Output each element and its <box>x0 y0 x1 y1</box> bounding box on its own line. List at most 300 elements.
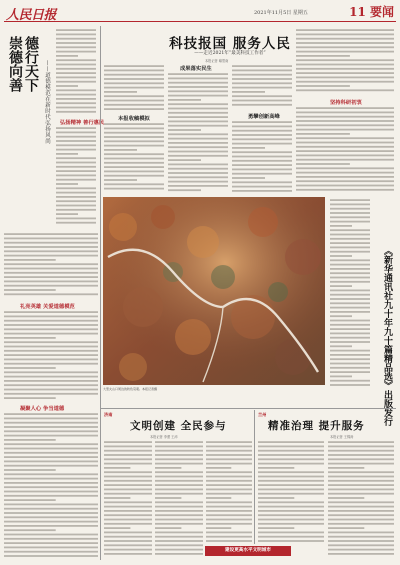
main-body-2 <box>104 122 164 194</box>
text-line <box>104 95 164 97</box>
text-lines <box>168 72 228 194</box>
text-line <box>296 124 394 126</box>
text-line <box>328 553 394 555</box>
text-line <box>4 551 98 553</box>
text-line <box>296 77 394 79</box>
text-line <box>4 469 56 471</box>
text-line <box>296 163 350 165</box>
text-line <box>258 489 324 491</box>
left-body-2 <box>4 232 98 298</box>
masthead <box>4 2 396 22</box>
text-line <box>168 90 228 92</box>
text-line <box>4 233 98 235</box>
main-section-2: 本报收稿模拟 <box>118 116 150 122</box>
text-line <box>155 471 203 473</box>
text-line <box>206 540 252 542</box>
text-line <box>104 91 137 93</box>
photo-image <box>103 197 325 385</box>
text-line <box>104 450 152 452</box>
text-line <box>104 480 152 482</box>
text-line <box>232 74 292 76</box>
text-line <box>206 497 231 499</box>
text-line <box>4 272 98 274</box>
text-line <box>328 540 394 542</box>
text-line <box>56 213 78 215</box>
text-line <box>155 484 203 486</box>
text-line <box>155 480 203 482</box>
column-rule-left <box>100 26 101 560</box>
text-line <box>330 324 370 326</box>
bottom-banner: 建设更高水平文明城市 <box>205 546 291 556</box>
newspaper-logo: 人民日报 <box>6 8 57 23</box>
text-line <box>232 181 292 183</box>
text-line <box>258 450 324 452</box>
text-line <box>232 143 292 145</box>
text-line <box>104 549 152 551</box>
text-line <box>330 255 352 257</box>
main-deck: ——走近2021年“最美科技工作者” <box>194 51 266 56</box>
text-line <box>104 74 164 76</box>
text-line <box>168 159 201 161</box>
text-line <box>104 166 164 168</box>
text-line <box>330 277 370 279</box>
text-line <box>328 501 394 503</box>
text-line <box>206 484 252 486</box>
text-line <box>4 495 98 497</box>
text-line <box>104 544 152 546</box>
text-line <box>206 463 252 465</box>
text-line <box>4 293 98 295</box>
text-line <box>296 133 350 135</box>
text-line <box>4 367 56 369</box>
text-line <box>330 216 370 218</box>
bottom-right-body-2 <box>328 440 394 558</box>
text-line <box>168 138 228 140</box>
right-body-1 <box>330 198 370 388</box>
text-line <box>56 59 96 61</box>
text-line <box>4 461 98 463</box>
text-line <box>296 112 394 114</box>
text-line <box>296 68 394 70</box>
text-line <box>206 493 252 495</box>
text-line <box>4 259 56 261</box>
text-line <box>296 64 394 66</box>
text-line <box>296 129 394 131</box>
left-body-top <box>56 28 96 116</box>
bottom-left-body-2 <box>155 440 203 558</box>
text-line <box>206 480 252 482</box>
text-line <box>206 441 252 443</box>
text-line <box>206 536 252 538</box>
text-line <box>4 465 98 467</box>
text-line <box>4 376 98 378</box>
text-lines <box>56 126 96 226</box>
text-line <box>4 521 98 523</box>
text-line <box>4 547 98 549</box>
text-line <box>328 510 394 512</box>
text-line <box>56 149 96 151</box>
text-line <box>206 454 252 456</box>
text-line <box>155 467 181 469</box>
text-line <box>328 446 394 448</box>
text-line <box>104 145 164 147</box>
text-line <box>4 250 98 252</box>
photo-caption: 大型火山口周边的秋色景观。本报记者摄 <box>103 387 158 391</box>
text-line <box>328 458 394 460</box>
text-line <box>56 94 96 96</box>
page-number: 11 要闻 <box>349 5 394 19</box>
text-line <box>258 497 294 499</box>
text-line <box>104 108 164 110</box>
text-line <box>206 446 252 448</box>
text-line <box>296 137 394 139</box>
text-line <box>104 493 152 495</box>
text-line <box>330 247 370 249</box>
text-line <box>258 519 324 521</box>
text-line <box>56 166 96 168</box>
text-line <box>4 328 98 330</box>
text-line <box>258 514 324 516</box>
text-line <box>296 180 394 182</box>
text-line <box>4 456 98 458</box>
text-line <box>104 458 152 460</box>
bottom-right-headline: 精准治理 提升服务 <box>268 420 365 432</box>
text-line <box>330 328 370 330</box>
text-line <box>206 510 252 512</box>
text-line <box>232 164 292 166</box>
text-line <box>4 486 98 488</box>
section-divider <box>100 408 396 409</box>
text-line <box>206 489 252 491</box>
text-line <box>104 553 152 555</box>
text-line <box>206 458 252 460</box>
text-line <box>4 384 98 386</box>
text-line <box>104 523 152 525</box>
text-line <box>206 501 252 503</box>
text-line <box>296 34 394 36</box>
text-line <box>155 527 181 529</box>
text-line <box>328 467 364 469</box>
text-line <box>56 144 96 146</box>
text-line <box>56 157 96 159</box>
main-body-6 <box>296 28 394 94</box>
text-line <box>328 544 394 546</box>
text-line <box>4 397 56 399</box>
text-line <box>155 519 203 521</box>
text-line <box>330 371 370 373</box>
text-line <box>232 156 292 158</box>
text-line <box>168 189 201 191</box>
text-lines <box>296 28 394 94</box>
text-line <box>330 294 370 296</box>
text-line <box>168 151 228 153</box>
text-line <box>296 81 394 83</box>
text-line <box>328 514 394 516</box>
text-line <box>328 506 394 508</box>
text-line <box>258 467 294 469</box>
text-line <box>258 441 324 443</box>
text-lines <box>104 64 164 112</box>
text-line <box>4 555 98 557</box>
text-line <box>168 82 228 84</box>
text-line <box>232 70 292 72</box>
text-line <box>206 519 252 521</box>
text-line <box>330 384 370 386</box>
text-line <box>4 413 98 415</box>
text-line <box>4 255 98 257</box>
text-line <box>296 38 394 40</box>
bottom-left-byline: 本报记者 李蕾 王沛 <box>150 435 178 439</box>
text-lines <box>104 122 164 194</box>
text-line <box>104 136 164 138</box>
text-line <box>56 55 78 57</box>
text-line <box>330 272 370 274</box>
text-line <box>258 471 324 473</box>
text-line <box>258 463 324 465</box>
main-body-5 <box>232 120 292 194</box>
text-line <box>328 549 394 551</box>
text-line <box>56 46 96 48</box>
text-line <box>232 186 292 188</box>
text-line <box>328 476 394 478</box>
text-line <box>104 519 152 521</box>
text-line <box>330 311 370 313</box>
text-line <box>155 532 203 534</box>
text-line <box>296 55 350 57</box>
text-line <box>4 418 98 420</box>
text-line <box>168 108 228 110</box>
text-line <box>4 316 98 318</box>
text-line <box>232 173 292 175</box>
text-line <box>168 112 228 114</box>
text-line <box>4 380 98 382</box>
text-lines <box>104 440 152 558</box>
text-line <box>4 452 98 454</box>
text-line <box>168 95 228 97</box>
text-line <box>232 82 292 84</box>
text-line <box>4 504 98 506</box>
text-line <box>104 183 164 185</box>
text-line <box>330 225 352 227</box>
left-body-1 <box>56 126 96 226</box>
text-line <box>232 130 292 132</box>
text-line <box>4 341 98 343</box>
bottom-left-headline: 文明创建 全民参与 <box>130 420 227 432</box>
text-line <box>56 136 96 138</box>
text-line <box>4 238 98 240</box>
main-byline: 本报记者 喻思南 <box>205 59 229 63</box>
text-lines <box>155 440 203 558</box>
text-lines <box>206 440 252 544</box>
text-line <box>104 132 164 134</box>
text-line <box>296 42 394 44</box>
left-body-4 <box>4 412 98 560</box>
text-line <box>155 446 203 448</box>
text-line <box>168 99 201 101</box>
text-line <box>56 162 96 164</box>
text-line <box>155 506 203 508</box>
text-line <box>104 441 152 443</box>
text-line <box>330 251 370 253</box>
text-line <box>232 121 292 123</box>
text-line <box>328 450 394 452</box>
text-line <box>4 242 98 244</box>
text-line <box>4 443 98 445</box>
text-line <box>104 188 164 190</box>
text-line <box>328 497 364 499</box>
text-line <box>4 363 98 365</box>
text-line <box>155 510 203 512</box>
text-line <box>4 499 56 501</box>
text-line <box>56 179 96 181</box>
left-subtitle: ——道德模范在新时代弘扬风尚 <box>44 60 50 144</box>
text-line <box>4 289 56 291</box>
text-line <box>4 491 98 493</box>
text-line <box>104 179 137 181</box>
text-line <box>104 158 164 160</box>
text-line <box>56 140 96 142</box>
text-line <box>168 181 228 183</box>
text-line <box>296 120 394 122</box>
text-line <box>258 484 324 486</box>
text-line <box>258 527 294 529</box>
text-line <box>330 234 370 236</box>
main-body-7 <box>296 106 394 194</box>
text-line <box>56 89 96 91</box>
text-line <box>258 446 324 448</box>
text-line <box>4 354 98 356</box>
text-line <box>168 146 228 148</box>
text-line <box>4 276 98 278</box>
text-line <box>56 183 78 185</box>
text-line <box>56 81 96 83</box>
text-lines <box>330 198 370 388</box>
text-line <box>4 359 98 361</box>
text-line <box>56 222 96 224</box>
text-line <box>258 540 324 542</box>
main-headline: 科技报国 服务人民 <box>169 36 291 52</box>
text-line <box>330 298 370 300</box>
text-line <box>330 302 370 304</box>
bottom-left-kicker: 济南 <box>104 412 113 417</box>
text-line <box>328 489 394 491</box>
text-line <box>328 480 394 482</box>
text-line <box>56 98 96 100</box>
text-line <box>4 422 98 424</box>
text-line <box>4 482 98 484</box>
text-line <box>330 315 352 317</box>
text-lines <box>56 28 96 116</box>
text-line <box>330 307 370 309</box>
text-line <box>104 536 152 538</box>
text-line <box>206 514 252 516</box>
text-line <box>104 532 152 534</box>
main-section-4: 坚持科研初衷 <box>330 100 362 106</box>
text-line <box>155 463 203 465</box>
text-line <box>104 171 164 173</box>
text-line <box>232 147 265 149</box>
text-line <box>168 133 228 135</box>
text-line <box>206 476 252 478</box>
text-line <box>206 506 252 508</box>
text-line <box>328 519 394 521</box>
text-line <box>296 146 394 148</box>
text-line <box>232 78 292 80</box>
text-line <box>328 454 394 456</box>
text-line <box>155 540 203 542</box>
text-line <box>4 320 98 322</box>
text-line <box>168 78 228 80</box>
text-line <box>56 153 78 155</box>
text-line <box>232 134 292 136</box>
text-line <box>330 290 370 292</box>
text-line <box>296 172 394 174</box>
text-line <box>258 493 324 495</box>
text-line <box>296 142 394 144</box>
left-section-1: 弘扬精神 善行惠民 <box>60 120 105 126</box>
left-title-line2: 德行天下 <box>23 36 39 92</box>
text-line <box>155 489 203 491</box>
text-line <box>232 177 265 179</box>
text-line <box>330 259 370 261</box>
text-line <box>296 116 394 118</box>
text-line <box>56 38 96 40</box>
text-lines <box>4 310 98 402</box>
text-line <box>296 107 394 109</box>
bottom-right-kicker: 兰州 <box>258 412 267 417</box>
text-lines <box>296 106 394 194</box>
text-line <box>155 514 203 516</box>
text-line <box>104 78 164 80</box>
text-line <box>330 363 370 365</box>
text-line <box>232 100 292 102</box>
text-line <box>104 501 152 503</box>
text-line <box>4 473 98 475</box>
bottom-right-byline: 本报记者 王锦涛 <box>330 435 354 439</box>
text-line <box>168 142 228 144</box>
text-line <box>258 523 324 525</box>
text-line <box>4 246 98 248</box>
text-line <box>4 529 56 531</box>
text-line <box>104 506 152 508</box>
text-line <box>104 123 164 125</box>
text-line <box>104 454 152 456</box>
text-line <box>168 164 228 166</box>
text-line <box>56 29 96 31</box>
text-line <box>168 73 228 75</box>
text-line <box>330 281 370 283</box>
text-line <box>232 65 292 67</box>
main-section-1: 成果落实民生 <box>180 66 212 72</box>
text-line <box>232 138 292 140</box>
text-line <box>328 527 364 529</box>
text-line <box>232 87 292 89</box>
text-line <box>330 208 370 210</box>
text-line <box>56 132 96 134</box>
text-line <box>104 467 130 469</box>
text-line <box>104 149 137 151</box>
text-line <box>296 72 394 74</box>
text-line <box>206 532 252 534</box>
text-line <box>296 51 394 53</box>
text-line <box>232 160 292 162</box>
left-section-2: 礼亮英雄 关爱道德模范 <box>20 304 75 310</box>
text-line <box>56 77 96 79</box>
text-line <box>56 127 96 129</box>
text-line <box>168 185 228 187</box>
text-line <box>330 199 370 201</box>
text-line <box>330 221 370 223</box>
